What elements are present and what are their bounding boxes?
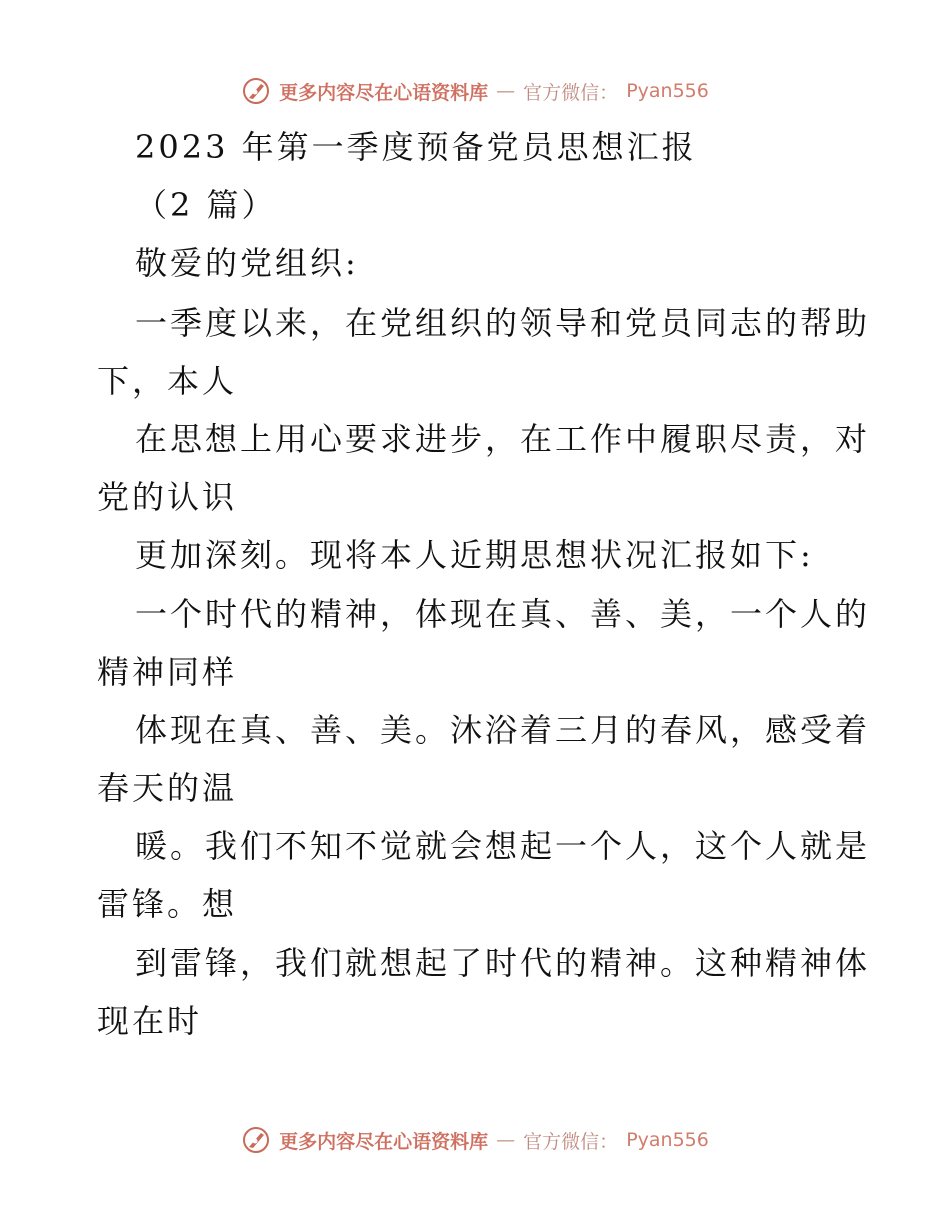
- body-line: 精神同样: [97, 653, 238, 691]
- body-line: 春天的温: [97, 769, 238, 807]
- body-line: 体现在真、善、美。沐浴着三月的春风，感受着: [135, 711, 871, 749]
- document-subtitle: （2 篇）: [135, 186, 277, 224]
- body-line: 党的认识: [97, 478, 238, 516]
- body-line: 更加深刻。现将本人近期思想状况汇报如下:: [135, 536, 814, 574]
- watermark-separator: —: [496, 80, 516, 102]
- watermark-wechat-id: Pyan556: [626, 1129, 709, 1151]
- feather-pen-circle-icon: [241, 1125, 271, 1155]
- watermark-separator: —: [496, 1129, 516, 1151]
- body-line: 下，本人: [97, 362, 238, 400]
- watermark-wechat-id: Pyan556: [626, 80, 709, 102]
- watermark-brand: 更多内容尽在心语资料库: [279, 1130, 489, 1153]
- body-line: 暖。我们不知不觉就会想起一个人，这个人就是: [135, 827, 871, 865]
- watermark-wechat-label: 官方微信：: [523, 81, 619, 104]
- footer-watermark: [0, 1120, 950, 1160]
- body-line: 现在时: [97, 1002, 203, 1040]
- watermark-brand: 更多内容尽在心语资料库: [279, 81, 489, 104]
- body-line: 一季度以来，在党组织的领导和党员同志的帮助: [135, 304, 871, 342]
- body-line: 一个时代的精神，体现在真、善、美，一个人的: [135, 595, 871, 633]
- header-watermark: [0, 71, 950, 111]
- salutation: 敬爱的党组织:: [135, 244, 359, 282]
- body-line: 在思想上用心要求进步，在工作中履职尽责，对: [135, 420, 871, 458]
- body-line: 雷锋。想: [97, 885, 238, 923]
- feather-pen-circle-icon: [241, 76, 271, 106]
- watermark-wechat-label: 官方微信：: [523, 1130, 619, 1153]
- document-title: 2023 年第一季度预备党员思想汇报: [135, 128, 697, 166]
- body-line: 到雷锋，我们就想起了时代的精神。这种精神体: [135, 944, 871, 982]
